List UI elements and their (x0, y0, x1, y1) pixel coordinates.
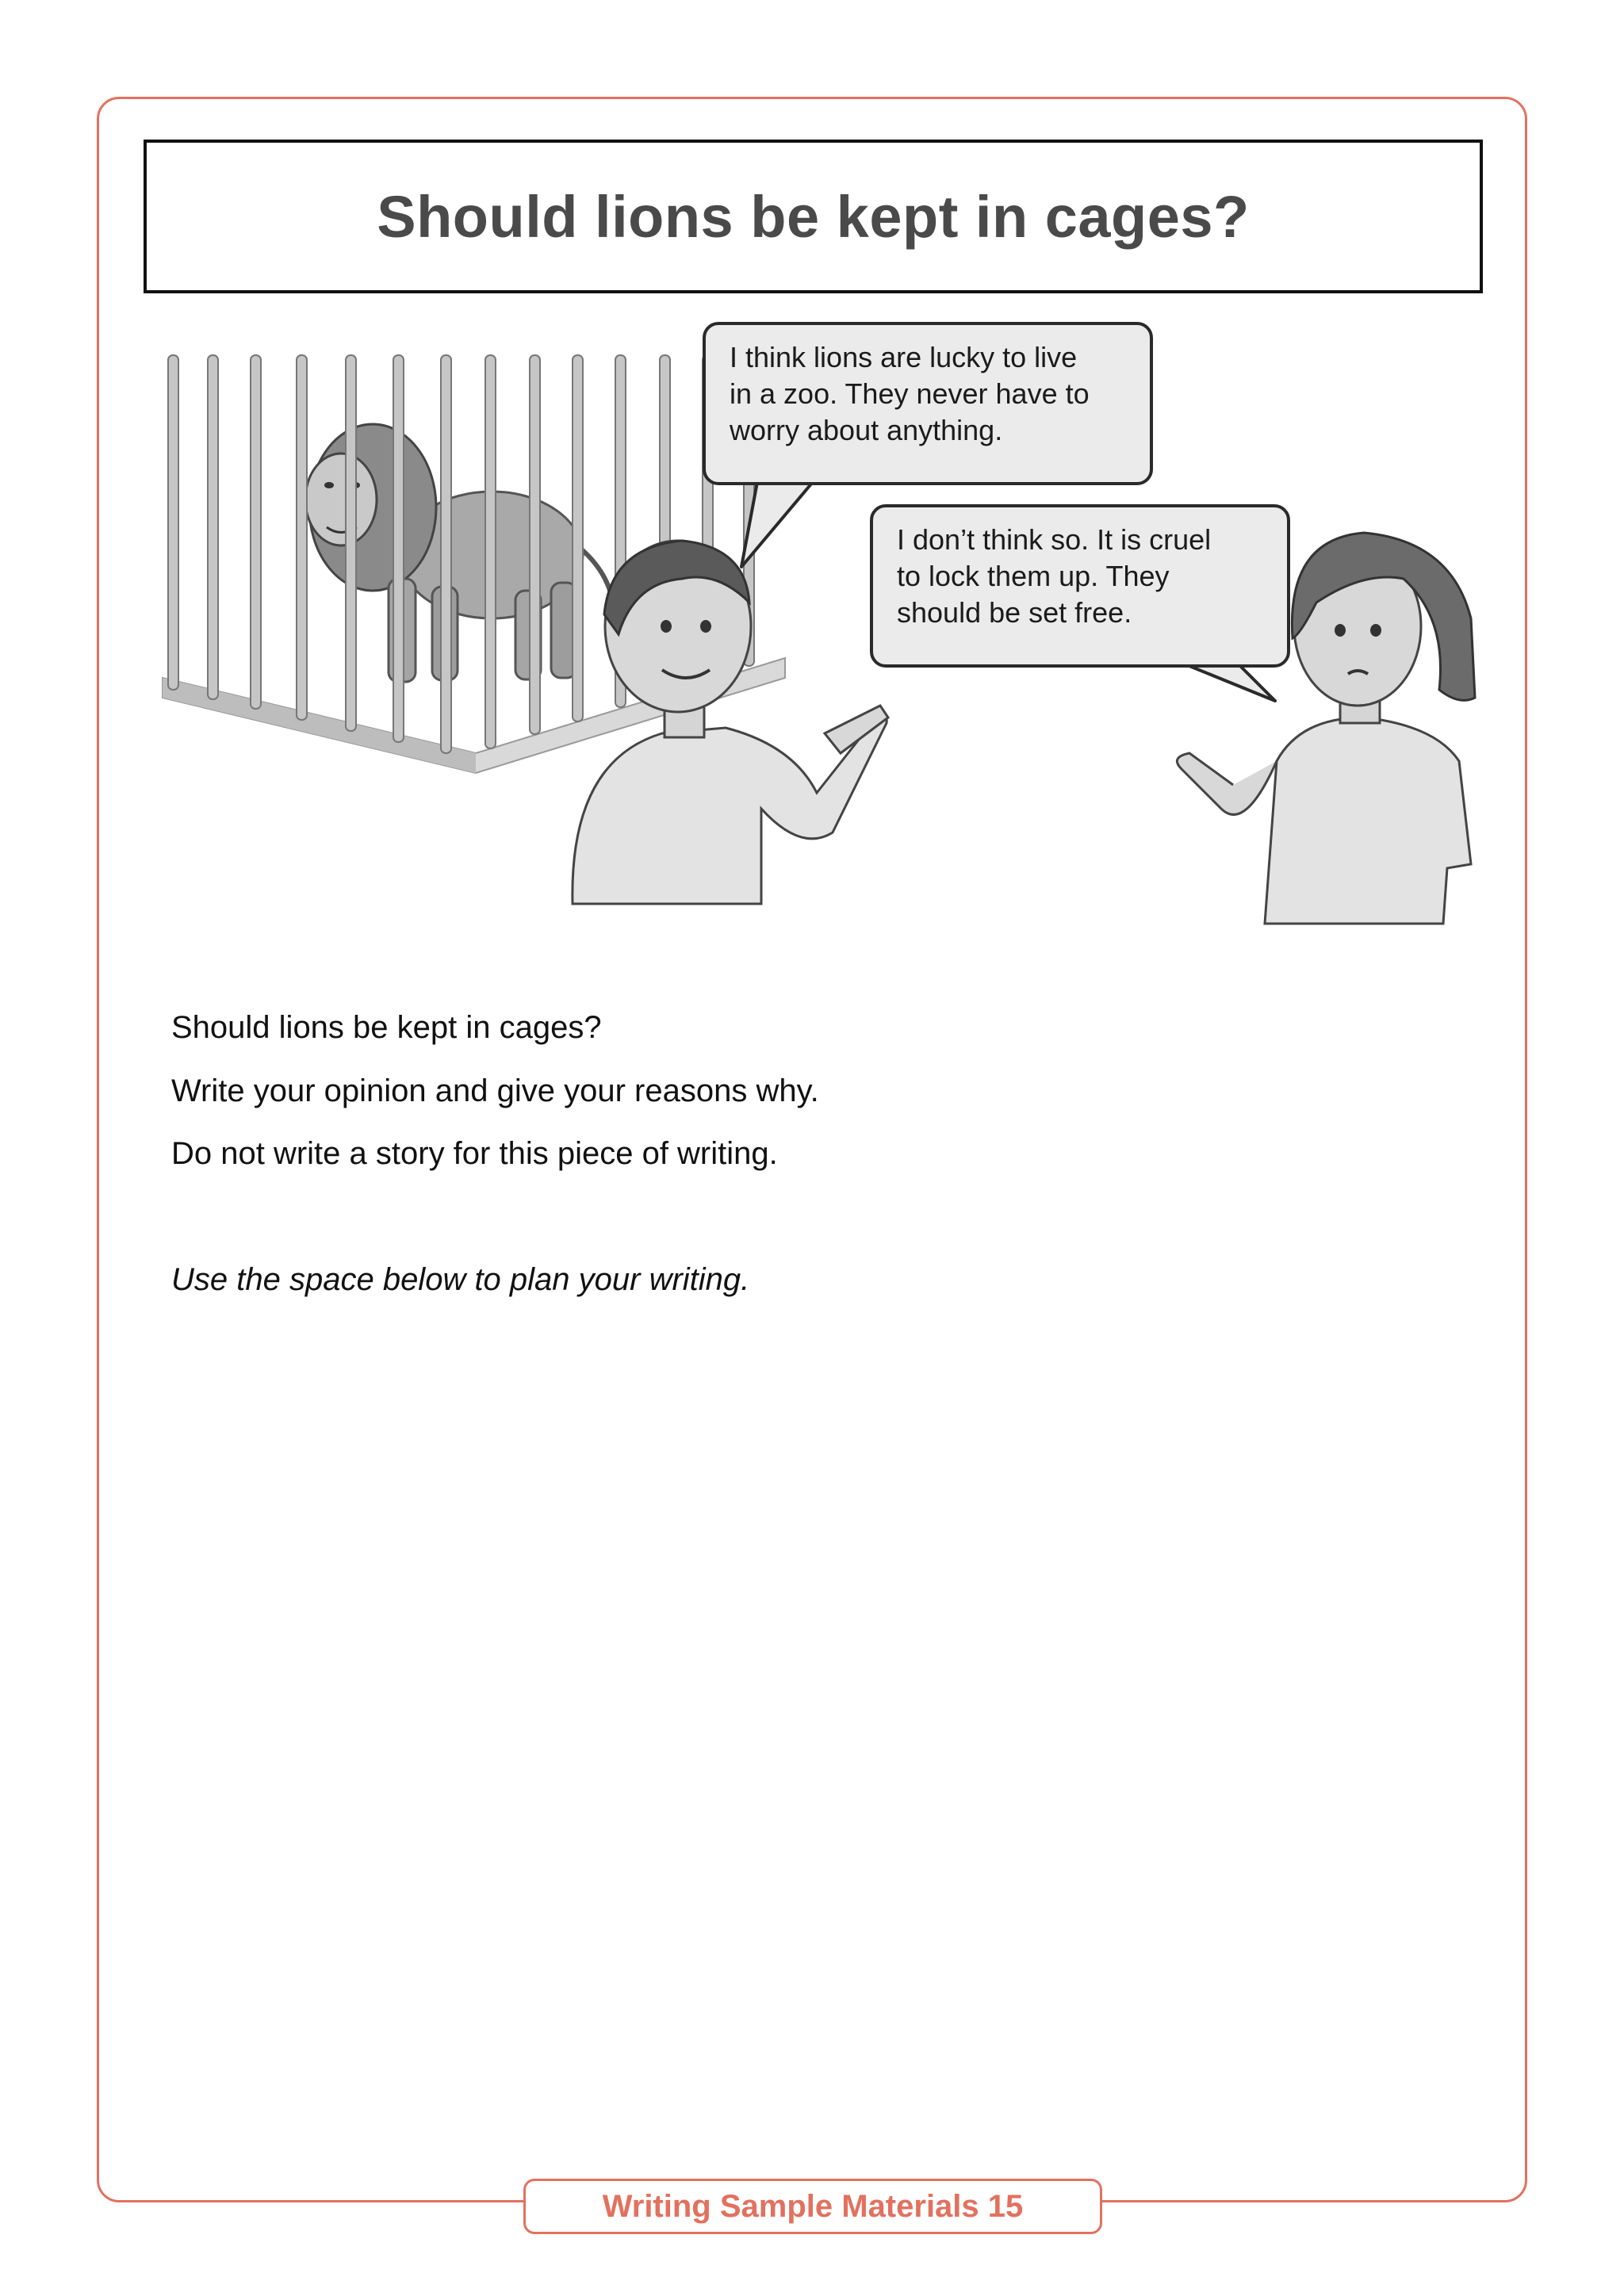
boy-speech-line: I think lions are lucky to live (730, 341, 1078, 373)
title-box (144, 140, 1483, 293)
girl-speech-line: I don’t think so. It is cruel (897, 523, 1212, 556)
prompt-no-story-instruction: Do not write a story for this piece of writing. (171, 1136, 778, 1171)
planning-note: Use the space below to plan your writing. (171, 1262, 750, 1297)
footer-tab (523, 2179, 1102, 2234)
footer-label: Writing Sample Materials 15 (602, 2188, 1024, 2224)
prompt-question: Should lions be kept in cages? (171, 1010, 602, 1045)
boy-speech-line: in a zoo. They never have to (730, 377, 1090, 410)
girl-speech-line: to lock them up. They (897, 560, 1170, 592)
girl-speech-line: should be set free. (897, 596, 1132, 629)
page-title: Should lions be kept in cages? (377, 183, 1250, 250)
girl-speech-bubble (870, 504, 1290, 668)
boy-speech-line: worry about anything. (730, 414, 1003, 446)
planning-space[interactable] (171, 1332, 1480, 2141)
prompt-opinion-instruction: Write your opinion and give your reasons why. (171, 1073, 819, 1108)
boy-speech-bubble (703, 322, 1153, 485)
